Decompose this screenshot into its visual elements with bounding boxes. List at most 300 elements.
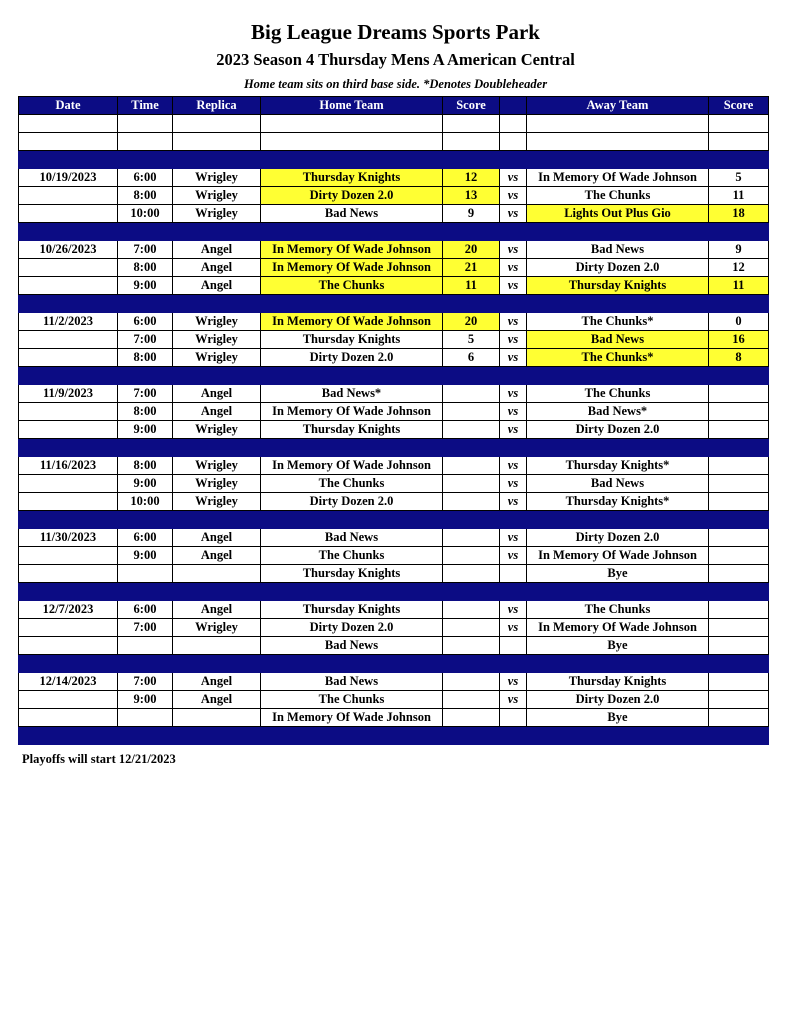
home-team-cell: The Chunks — [261, 475, 443, 493]
game-row — [19, 493, 769, 511]
home-team-cell: The Chunks — [261, 691, 443, 709]
away-team-cell: Bad News — [527, 241, 709, 259]
away-team-cell: In Memory Of Wade Johnson — [527, 169, 709, 187]
home-team-cell: The Chunks — [261, 547, 443, 565]
time-cell: 8:00 — [118, 403, 173, 421]
date-cell: 12/7/2023 — [19, 601, 118, 619]
home-team-cell — [261, 295, 443, 313]
replica-cell: Angel — [173, 547, 261, 565]
away-score-cell: 12 — [709, 259, 769, 277]
time-cell — [118, 367, 173, 385]
date-cell: 10/19/2023 — [19, 169, 118, 187]
replica-cell: Wrigley — [173, 169, 261, 187]
date-cell — [19, 367, 118, 385]
time-cell: 8:00 — [118, 259, 173, 277]
week-separator-row — [19, 151, 769, 169]
home-team-cell — [261, 223, 443, 241]
week-separator-row — [19, 583, 769, 601]
vs-cell — [500, 151, 527, 169]
home-score-cell — [443, 511, 500, 529]
home-score-cell — [443, 403, 500, 421]
date-cell — [19, 691, 118, 709]
time-cell: 10:00 — [118, 493, 173, 511]
away-team-cell: The Chunks — [527, 187, 709, 205]
home-team-cell: Bad News* — [261, 385, 443, 403]
time-cell: 6:00 — [118, 169, 173, 187]
replica-cell — [173, 223, 261, 241]
away-score-cell — [709, 601, 769, 619]
time-cell — [118, 295, 173, 313]
replica-cell — [173, 727, 261, 745]
game-row — [19, 421, 769, 439]
blank-row — [19, 133, 769, 151]
replica-cell: Wrigley — [173, 205, 261, 223]
away-score-cell: 0 — [709, 313, 769, 331]
away-team-cell: Bad News — [527, 331, 709, 349]
away-team-cell — [527, 223, 709, 241]
page-title: Big League Dreams Sports Park — [251, 20, 540, 44]
away-score-cell — [709, 655, 769, 673]
away-score-cell — [709, 421, 769, 439]
home-score-cell — [443, 367, 500, 385]
vs-cell — [500, 223, 527, 241]
home-team-cell: Bad News — [261, 637, 443, 655]
vs-cell — [500, 295, 527, 313]
away-score-cell — [709, 457, 769, 475]
week-separator-row — [19, 295, 769, 313]
time-cell — [118, 727, 173, 745]
away-score-cell — [709, 493, 769, 511]
away-team-cell: Thursday Knights* — [527, 493, 709, 511]
time-cell: 6:00 — [118, 529, 173, 547]
replica-cell — [173, 565, 261, 583]
column-header-replica: Replica — [173, 97, 261, 115]
home-team-cell: In Memory Of Wade Johnson — [261, 709, 443, 727]
vs-cell: vs — [500, 205, 527, 223]
time-cell: 9:00 — [118, 421, 173, 439]
home-team-cell — [261, 583, 443, 601]
away-score-cell — [709, 439, 769, 457]
game-row — [19, 691, 769, 709]
playoffs-note: Playoffs will start 12/21/2023 — [22, 752, 176, 766]
away-team-cell: Thursday Knights — [527, 673, 709, 691]
date-cell — [19, 421, 118, 439]
time-cell — [118, 115, 173, 133]
game-row — [19, 187, 769, 205]
replica-cell: Wrigley — [173, 349, 261, 367]
game-row — [19, 565, 769, 583]
date-cell — [19, 115, 118, 133]
home-score-cell — [443, 547, 500, 565]
away-team-cell: Thursday Knights — [527, 277, 709, 295]
replica-cell: Wrigley — [173, 457, 261, 475]
time-cell — [118, 565, 173, 583]
home-team-cell: In Memory Of Wade Johnson — [261, 259, 443, 277]
home-score-cell — [443, 619, 500, 637]
game-row — [19, 205, 769, 223]
replica-cell: Wrigley — [173, 331, 261, 349]
vs-cell: vs — [500, 457, 527, 475]
replica-cell — [173, 151, 261, 169]
home-score-cell: 20 — [443, 313, 500, 331]
date-cell — [19, 349, 118, 367]
vs-cell: vs — [500, 313, 527, 331]
away-team-cell — [527, 655, 709, 673]
date-cell — [19, 583, 118, 601]
home-score-cell: 21 — [443, 259, 500, 277]
replica-cell — [173, 655, 261, 673]
replica-cell — [173, 439, 261, 457]
away-team-cell: Bye — [527, 709, 709, 727]
column-header-away-team: Away Team — [527, 97, 709, 115]
away-score-cell: 18 — [709, 205, 769, 223]
home-team-cell — [261, 439, 443, 457]
time-cell — [118, 133, 173, 151]
home-score-cell: 5 — [443, 331, 500, 349]
time-cell — [118, 583, 173, 601]
home-score-cell — [443, 493, 500, 511]
home-score-cell: 12 — [443, 169, 500, 187]
home-team-cell: The Chunks — [261, 277, 443, 295]
away-team-cell: Bye — [527, 565, 709, 583]
home-score-cell — [443, 709, 500, 727]
replica-cell: Angel — [173, 277, 261, 295]
away-score-cell — [709, 691, 769, 709]
home-team-cell: Dirty Dozen 2.0 — [261, 619, 443, 637]
game-row — [19, 403, 769, 421]
home-team-cell — [261, 367, 443, 385]
away-score-cell — [709, 133, 769, 151]
game-row — [19, 277, 769, 295]
home-score-cell — [443, 475, 500, 493]
vs-cell: vs — [500, 601, 527, 619]
game-row — [19, 475, 769, 493]
vs-cell: vs — [500, 529, 527, 547]
vs-cell: vs — [500, 673, 527, 691]
away-score-cell — [709, 475, 769, 493]
away-team-cell: Dirty Dozen 2.0 — [527, 259, 709, 277]
home-team-cell — [261, 727, 443, 745]
away-team-cell: Thursday Knights* — [527, 457, 709, 475]
vs-cell: vs — [500, 691, 527, 709]
away-team-cell — [527, 439, 709, 457]
away-team-cell — [527, 151, 709, 169]
vs-cell: vs — [500, 277, 527, 295]
date-cell — [19, 727, 118, 745]
replica-cell: Wrigley — [173, 493, 261, 511]
game-row — [19, 547, 769, 565]
away-team-cell: Dirty Dozen 2.0 — [527, 691, 709, 709]
date-cell: 11/2/2023 — [19, 313, 118, 331]
time-cell: 8:00 — [118, 187, 173, 205]
blank-row — [19, 115, 769, 133]
game-row — [19, 601, 769, 619]
date-cell — [19, 223, 118, 241]
time-cell: 8:00 — [118, 457, 173, 475]
away-score-cell — [709, 295, 769, 313]
home-score-cell — [443, 565, 500, 583]
away-score-cell: 11 — [709, 277, 769, 295]
home-team-cell: In Memory Of Wade Johnson — [261, 403, 443, 421]
date-cell: 11/9/2023 — [19, 385, 118, 403]
away-score-cell — [709, 367, 769, 385]
home-team-cell: Thursday Knights — [261, 169, 443, 187]
time-cell: 6:00 — [118, 601, 173, 619]
date-cell — [19, 547, 118, 565]
vs-cell — [500, 367, 527, 385]
home-team-cell: Bad News — [261, 529, 443, 547]
time-cell: 7:00 — [118, 385, 173, 403]
date-cell — [19, 493, 118, 511]
date-cell: 11/30/2023 — [19, 529, 118, 547]
home-score-cell: 20 — [443, 241, 500, 259]
replica-cell — [173, 115, 261, 133]
away-score-cell — [709, 709, 769, 727]
home-team-cell — [261, 115, 443, 133]
home-team-cell — [261, 511, 443, 529]
column-header-home-team: Home Team — [261, 97, 443, 115]
week-separator-row — [19, 223, 769, 241]
date-cell: 11/16/2023 — [19, 457, 118, 475]
away-score-cell — [709, 583, 769, 601]
vs-cell — [500, 655, 527, 673]
home-score-cell: 6 — [443, 349, 500, 367]
away-team-cell — [527, 133, 709, 151]
home-score-cell — [443, 727, 500, 745]
column-header-away-score: Score — [709, 97, 769, 115]
replica-cell — [173, 367, 261, 385]
time-cell: 10:00 — [118, 205, 173, 223]
date-cell — [19, 709, 118, 727]
game-row — [19, 169, 769, 187]
replica-cell: Wrigley — [173, 421, 261, 439]
schedule-body — [19, 115, 769, 745]
game-row — [19, 673, 769, 691]
date-cell — [19, 205, 118, 223]
away-team-cell: Bad News — [527, 475, 709, 493]
replica-cell: Angel — [173, 601, 261, 619]
date-cell: 12/14/2023 — [19, 673, 118, 691]
home-team-cell — [261, 133, 443, 151]
week-separator-row — [19, 727, 769, 745]
vs-cell: vs — [500, 619, 527, 637]
vs-cell: vs — [500, 493, 527, 511]
away-team-cell: Bye — [527, 637, 709, 655]
replica-cell: Wrigley — [173, 619, 261, 637]
replica-cell — [173, 133, 261, 151]
vs-cell: vs — [500, 169, 527, 187]
vs-cell: vs — [500, 421, 527, 439]
home-score-cell: 13 — [443, 187, 500, 205]
home-team-cell: In Memory Of Wade Johnson — [261, 313, 443, 331]
time-cell: 7:00 — [118, 619, 173, 637]
replica-cell: Wrigley — [173, 475, 261, 493]
date-cell — [19, 655, 118, 673]
home-team-cell: Dirty Dozen 2.0 — [261, 187, 443, 205]
home-score-cell — [443, 295, 500, 313]
replica-cell: Angel — [173, 385, 261, 403]
game-row — [19, 385, 769, 403]
away-team-cell: The Chunks* — [527, 349, 709, 367]
away-team-cell — [527, 727, 709, 745]
time-cell: 9:00 — [118, 277, 173, 295]
vs-cell — [500, 709, 527, 727]
replica-cell — [173, 511, 261, 529]
home-score-cell — [443, 691, 500, 709]
page-subtitle: 2023 Season 4 Thursday Mens A American Central — [216, 50, 575, 69]
away-team-cell — [527, 511, 709, 529]
replica-cell — [173, 709, 261, 727]
date-cell — [19, 133, 118, 151]
home-team-cell: In Memory Of Wade Johnson — [261, 241, 443, 259]
home-team-cell: Dirty Dozen 2.0 — [261, 349, 443, 367]
time-cell: 9:00 — [118, 475, 173, 493]
replica-cell — [173, 295, 261, 313]
home-score-cell — [443, 637, 500, 655]
replica-cell: Angel — [173, 529, 261, 547]
date-cell — [19, 187, 118, 205]
home-score-cell — [443, 655, 500, 673]
vs-cell: vs — [500, 475, 527, 493]
home-team-cell: Thursday Knights — [261, 421, 443, 439]
vs-cell: vs — [500, 241, 527, 259]
away-score-cell: 8 — [709, 349, 769, 367]
game-row — [19, 709, 769, 727]
away-score-cell — [709, 637, 769, 655]
replica-cell: Angel — [173, 403, 261, 421]
vs-cell — [500, 583, 527, 601]
vs-cell: vs — [500, 547, 527, 565]
home-team-cell: Bad News — [261, 673, 443, 691]
away-team-cell — [527, 367, 709, 385]
home-team-cell: Thursday Knights — [261, 331, 443, 349]
date-cell — [19, 511, 118, 529]
home-score-cell: 11 — [443, 277, 500, 295]
game-row — [19, 349, 769, 367]
replica-cell: Wrigley — [173, 313, 261, 331]
vs-cell: vs — [500, 403, 527, 421]
away-team-cell: Dirty Dozen 2.0 — [527, 529, 709, 547]
away-score-cell: 9 — [709, 241, 769, 259]
week-separator-row — [19, 655, 769, 673]
away-team-cell: The Chunks — [527, 385, 709, 403]
game-row — [19, 529, 769, 547]
away-team-cell: Dirty Dozen 2.0 — [527, 421, 709, 439]
time-cell: 9:00 — [118, 691, 173, 709]
time-cell — [118, 655, 173, 673]
home-score-cell — [443, 457, 500, 475]
game-row — [19, 619, 769, 637]
time-cell — [118, 439, 173, 457]
away-score-cell — [709, 547, 769, 565]
vs-cell — [500, 511, 527, 529]
date-cell — [19, 637, 118, 655]
time-cell: 9:00 — [118, 547, 173, 565]
game-row — [19, 241, 769, 259]
column-header-date: Date — [19, 97, 118, 115]
week-separator-row — [19, 511, 769, 529]
away-score-cell — [709, 151, 769, 169]
home-team-cell: Dirty Dozen 2.0 — [261, 493, 443, 511]
date-cell — [19, 277, 118, 295]
away-score-cell: 16 — [709, 331, 769, 349]
away-score-cell — [709, 223, 769, 241]
away-score-cell — [709, 403, 769, 421]
home-score-cell — [443, 583, 500, 601]
time-cell: 7:00 — [118, 241, 173, 259]
vs-cell: vs — [500, 187, 527, 205]
vs-cell: vs — [500, 349, 527, 367]
date-cell — [19, 565, 118, 583]
away-score-cell: 11 — [709, 187, 769, 205]
vs-cell — [500, 115, 527, 133]
date-cell — [19, 403, 118, 421]
home-score-cell: 9 — [443, 205, 500, 223]
replica-cell: Angel — [173, 241, 261, 259]
replica-cell: Angel — [173, 673, 261, 691]
home-score-cell — [443, 223, 500, 241]
date-cell — [19, 259, 118, 277]
column-header-home-score: Score — [443, 97, 500, 115]
column-header-time: Time — [118, 97, 173, 115]
away-team-cell — [527, 295, 709, 313]
vs-cell — [500, 727, 527, 745]
game-row — [19, 259, 769, 277]
vs-cell — [500, 439, 527, 457]
home-team-cell: Thursday Knights — [261, 601, 443, 619]
away-team-cell: The Chunks — [527, 601, 709, 619]
replica-cell: Wrigley — [173, 187, 261, 205]
date-cell: 10/26/2023 — [19, 241, 118, 259]
date-cell — [19, 619, 118, 637]
date-cell — [19, 151, 118, 169]
vs-cell: vs — [500, 259, 527, 277]
replica-cell — [173, 583, 261, 601]
replica-cell: Angel — [173, 691, 261, 709]
time-cell — [118, 511, 173, 529]
away-score-cell: 5 — [709, 169, 769, 187]
schedule-note: Home team sits on third base side. *Denotes Doubleheader — [243, 77, 548, 91]
date-cell — [19, 331, 118, 349]
away-score-cell — [709, 115, 769, 133]
table-header-row — [19, 97, 769, 115]
replica-cell: Angel — [173, 259, 261, 277]
away-team-cell: In Memory Of Wade Johnson — [527, 547, 709, 565]
time-cell — [118, 709, 173, 727]
away-score-cell — [709, 727, 769, 745]
game-row — [19, 457, 769, 475]
time-cell: 7:00 — [118, 673, 173, 691]
vs-cell — [500, 637, 527, 655]
home-team-cell — [261, 655, 443, 673]
vs-cell — [500, 565, 527, 583]
away-team-cell — [527, 115, 709, 133]
time-cell: 8:00 — [118, 349, 173, 367]
schedule-table — [18, 96, 769, 745]
time-cell — [118, 223, 173, 241]
away-team-cell: In Memory Of Wade Johnson — [527, 619, 709, 637]
home-score-cell — [443, 115, 500, 133]
home-score-cell — [443, 133, 500, 151]
away-score-cell — [709, 619, 769, 637]
away-score-cell — [709, 511, 769, 529]
home-team-cell: In Memory Of Wade Johnson — [261, 457, 443, 475]
home-team-cell: Bad News — [261, 205, 443, 223]
home-score-cell — [443, 385, 500, 403]
away-team-cell: Bad News* — [527, 403, 709, 421]
home-team-cell — [261, 151, 443, 169]
away-score-cell — [709, 565, 769, 583]
